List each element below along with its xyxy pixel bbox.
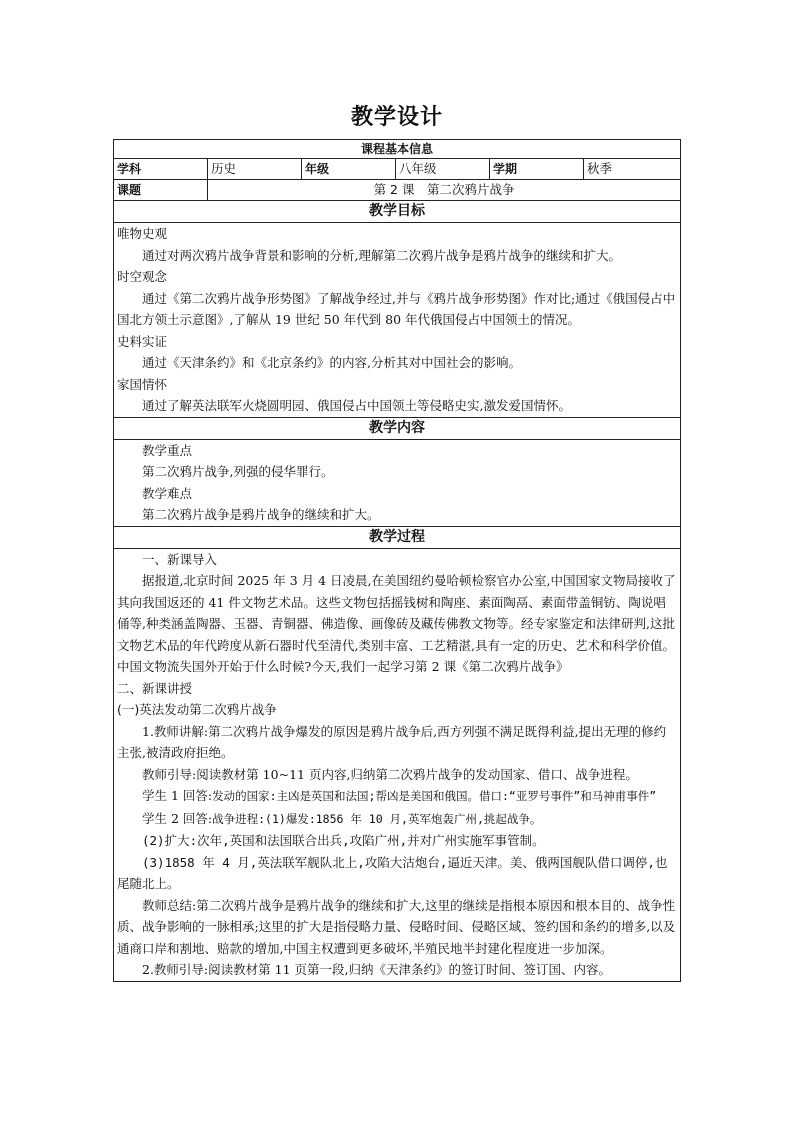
teacher-explanation: 1.教师讲解:第二次鸦片战争爆发的原因是鸦片战争后,西方列强不满足既得利益,提出无理的修约主张,被清政府拒绝。 [117, 723, 667, 760]
subsection-title: (一)英法发动第二次鸦片战争 [117, 702, 277, 717]
goal-text: 通过对两次鸦片战争背景和影响的分析,理解第二次鸦片战争是鸦片战争的继续和扩大。 [142, 247, 621, 263]
difficulties-label: 教学难点 [142, 485, 193, 501]
content-header-row [114, 417, 681, 439]
teacher-guidance: 教师引导:阅读教材第 10~11 页内容,归纳第二次鸦片战争的发动国家、借口、战争进程。 [142, 766, 638, 782]
info-header-row [114, 140, 681, 159]
topic-value: 第 2 课 第二次鸦片战争 [208, 180, 681, 201]
goals-row [114, 223, 681, 418]
section-title: 二、新课讲授 [117, 680, 193, 696]
student-1-text: 发动的国家:主凶是英国和法国;帮凶是美国和俄国。借口:“亚罗号事件”和马神甫事件” [212, 789, 657, 803]
content-cell [114, 439, 681, 526]
student-answer-2 [117, 808, 677, 831]
term-value: 秋季 [584, 159, 681, 180]
goal-title: 史料实证 [117, 333, 168, 349]
teacher-summary: 教师总结:第二次鸦片战争是鸦片战争的继续和扩大,这里的继续是指根本原因和根本目的、战争性质、战争影响的一脉相承;这里的扩大是指侵略力量、侵略时间、侵略区域、签约国和条约的增多,以及通商口岸和割地、赔款的增加,中国主权遭到更多破坏,半殖民地半封建化程度进一步加深。 [117, 897, 676, 956]
goal-text: 通过《天津条约》和《北京条约》的内容,分析其对中国社会的影响。 [142, 355, 521, 370]
difficulties-text: 第二次鸦片战争是鸦片战争的继续和扩大。 [142, 507, 380, 522]
info-header: 课程基本信息 [114, 140, 681, 159]
topic-row [114, 180, 681, 201]
key-points-label: 教学重点 [142, 442, 193, 458]
student-1-label: 学生 1 回答: [142, 788, 213, 803]
lesson-plan-table [113, 139, 680, 982]
goals-header-row [114, 201, 681, 223]
key-points-text: 第二次鸦片战争,列强的侵华罪行。 [142, 464, 334, 479]
goal-title: 唯物史观 [117, 226, 168, 241]
process-header-row [114, 526, 681, 548]
document-title: 教学设计 [350, 105, 443, 130]
goals-cell [114, 223, 681, 418]
process-row [114, 548, 681, 981]
subject-label: 学科 [114, 159, 208, 180]
student-2-label: 学生 2 回答: [142, 810, 213, 826]
content-row [114, 439, 681, 526]
goal-title: 时空观念 [117, 269, 168, 284]
student-2-line-3: (3)1858 年 4 月,英法联军舰队北上,攻陷大沽炮台,逼近天津。美、俄两国舰队借口调停,也尾随北上。 [117, 854, 668, 891]
process-header: 教学过程 [114, 526, 681, 548]
student-2-text: 战争进程:(1)爆发:1856 年 10 月,英军炮轰广州,挑起战争。 [212, 811, 542, 826]
term-label: 学期 [490, 159, 584, 180]
goal-text: 通过《第二次鸦片战争形势图》了解战争经过,并与《鸦片战争形势图》作对比;通过《俄国侵占中国北方领土示意图》,了解从 19 世纪 50 年代到 80 年代俄国侵占中国领土的情况。 [117, 290, 676, 327]
goal-title: 家国情怀 [117, 376, 168, 392]
grade-label: 年级 [302, 159, 396, 180]
section-title: 一、新课导入 [142, 551, 218, 567]
goals-header: 教学目标 [114, 201, 681, 223]
process-cell [114, 548, 681, 981]
student-answer-1 [117, 785, 677, 808]
info-row [114, 159, 681, 180]
teacher-guidance-2: 2.教师引导:阅读教材第 11 页第一段,归纳《天津条约》的签订时间、签订国、内容。 [142, 962, 611, 977]
subject-value: 历史 [208, 159, 302, 180]
student-2-line-2: (2)扩大:次年,英国和法国联合出兵,攻陷广州,并对广州实施军事管制。 [142, 833, 545, 848]
topic-label: 课题 [114, 180, 208, 201]
goal-text: 通过了解英法联军火烧圆明园、俄国侵占中国领土等侵略史实,激发爱国情怀。 [142, 398, 571, 413]
intro-paragraph: 据报道,北京时间 2025 年 3 月 4 日凌晨,在美国纽约曼哈顿检察官办公室,中国国家文物局接收了其向我国返还的 41 件文物艺术品。这些文物包括摇钱树和陶座、素面陶鬲、素面带盖铜钫、陶说唱俑等,种类涵盖陶器、玉器、青铜器、佛造像、画像砖及藏传佛教文物等。经专家鉴定和法律研判,这批文物艺术品的年代跨度从新石器时代至清代,类别丰富、工艺精湛,具有一定的历史、艺术和科学价值。中国文物流失国外开始于什么时候?今天,我们一起学习第 2 课《第二次鸦片战争》 [117, 573, 676, 674]
content-header: 教学内容 [114, 417, 681, 439]
grade-value: 八年级 [396, 159, 490, 180]
